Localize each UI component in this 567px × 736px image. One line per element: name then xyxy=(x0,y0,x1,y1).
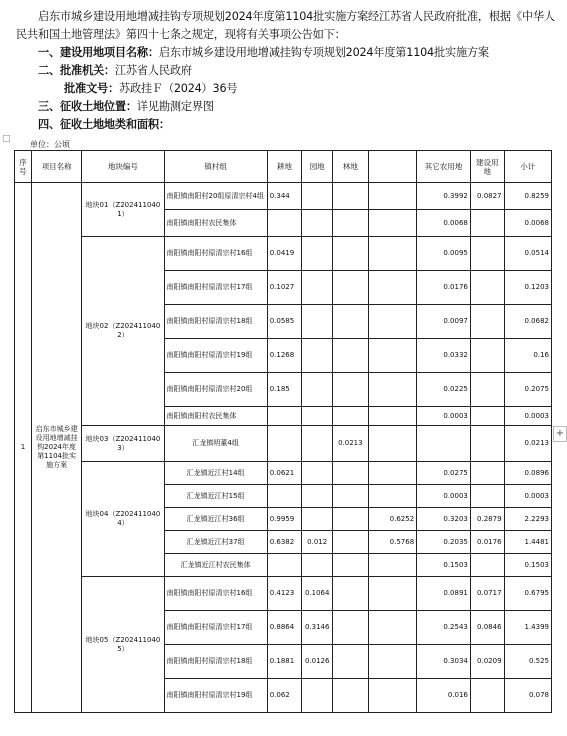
cell-subtotal: 0.0003 xyxy=(504,485,551,508)
cell-cultivated: 0.1268 xyxy=(267,339,302,373)
cell-subtotal: 0.6795 xyxy=(504,577,551,611)
cell-construction: 0.0846 xyxy=(470,611,504,645)
cell-blank xyxy=(368,237,416,271)
cell-village: 南阳镇南阳村原清宗村16组 xyxy=(164,577,267,611)
item-project-name xyxy=(16,44,561,62)
cell-cultivated: 0.0419 xyxy=(267,237,302,271)
cell-subtotal: 0.8259 xyxy=(504,183,551,210)
cell-parcel: 地块03（Z2024110403） xyxy=(82,426,164,462)
cell-forest xyxy=(332,611,368,645)
cell-garden xyxy=(302,210,333,237)
header-subtotal: 小计 xyxy=(504,151,551,183)
cell-forest xyxy=(332,210,368,237)
cell-other-agri: 0.1503 xyxy=(417,554,471,577)
cell-forest xyxy=(332,485,368,508)
cell-construction xyxy=(470,554,504,577)
cell-blank xyxy=(368,339,416,373)
cell-parcel: 地块05（Z2024110405） xyxy=(82,577,164,713)
cell-garden xyxy=(302,271,333,305)
item-approval-number xyxy=(16,80,561,98)
cell-cultivated xyxy=(267,485,302,508)
cell-subtotal: 2.2293 xyxy=(504,508,551,531)
cell-garden xyxy=(302,554,333,577)
item-label: 三、征收土地位置： xyxy=(38,100,137,113)
item-value: 江苏省人民政府 xyxy=(114,64,192,77)
cell-forest xyxy=(332,305,368,339)
cell-construction: 0.0176 xyxy=(470,531,504,554)
cell-village: 汇龙镇近江村36组 xyxy=(164,508,267,531)
cell-other-agri: 0.2543 xyxy=(417,611,471,645)
cell-cultivated: 0.062 xyxy=(267,679,302,713)
cell-other-agri: 0.0176 xyxy=(417,271,471,305)
cell-cultivated: 0.9959 xyxy=(267,508,302,531)
cell-village: 南阳镇南阳村原清宗村17组 xyxy=(164,271,267,305)
cell-other-agri: 0.0097 xyxy=(417,305,471,339)
cell-subtotal: 0.078 xyxy=(504,679,551,713)
cell-construction: 0.0209 xyxy=(470,645,504,679)
cell-cultivated: 0.1027 xyxy=(267,271,302,305)
cell-parcel: 地块04（Z2024110404） xyxy=(82,462,164,577)
cell-forest xyxy=(332,271,368,305)
cell-subtotal: 0.0896 xyxy=(504,462,551,485)
cell-subtotal: 0.0682 xyxy=(504,305,551,339)
cell-construction xyxy=(470,426,504,462)
cell-cultivated: 0.4123 xyxy=(267,577,302,611)
cell-forest xyxy=(332,554,368,577)
cell-construction xyxy=(470,407,504,426)
cell-blank: 0.5768 xyxy=(368,531,416,554)
cell-village: 南阳镇南阳村原清宗村16组 xyxy=(164,237,267,271)
cell-construction xyxy=(470,271,504,305)
cell-village: 汇龙镇近江村14组 xyxy=(164,462,267,485)
cell-forest xyxy=(332,645,368,679)
item-label: 批准文号： xyxy=(64,82,119,95)
cell-garden xyxy=(302,462,333,485)
cell-other-agri: 0.016 xyxy=(417,679,471,713)
cell-garden xyxy=(302,407,333,426)
cell-village: 南阳镇南阳村原清宗村18组 xyxy=(164,645,267,679)
cell-other-agri xyxy=(417,426,471,462)
cell-village: 南阳镇南阳村农民集体 xyxy=(164,407,267,426)
cell-garden: 0.012 xyxy=(302,531,333,554)
item-label: 一、建设用地项目名称： xyxy=(38,46,159,59)
header-village: 镇村组 xyxy=(164,151,267,183)
cell-subtotal: 0.1203 xyxy=(504,271,551,305)
cell-cultivated xyxy=(267,426,302,462)
cell-other-agri: 0.0068 xyxy=(417,210,471,237)
cell-construction xyxy=(470,305,504,339)
cell-village: 南阳镇南阳村原清宗村17组 xyxy=(164,611,267,645)
cell-village: 汇龙镇近江村15组 xyxy=(164,485,267,508)
cell-other-agri: 0.3992 xyxy=(417,183,471,210)
announcement-intro xyxy=(16,8,561,134)
cell-blank xyxy=(368,373,416,407)
cell-cultivated: 0.8864 xyxy=(267,611,302,645)
cell-forest xyxy=(332,183,368,210)
cell-garden: 0.0126 xyxy=(302,645,333,679)
cell-subtotal: 1.4399 xyxy=(504,611,551,645)
cell-construction xyxy=(470,373,504,407)
cell-project: 启东市城乡建设用地增减挂钩2024年度第1104批实施方案 xyxy=(31,183,82,713)
item-land-location xyxy=(16,98,561,116)
intro-paragraph: 启东市城乡建设用地增减挂钩专项规划2024年度第1104批实施方案经江苏省人民政府批准，根据《中华人民共和国土地管理法》第四十七条之规定，现将有关事项公告如下： xyxy=(16,10,555,41)
cell-blank xyxy=(368,305,416,339)
cell-forest xyxy=(332,679,368,713)
cell-parcel: 地块01（Z2024110401） xyxy=(82,183,164,237)
cell-cultivated: 0.1881 xyxy=(267,645,302,679)
cell-construction: 0.0717 xyxy=(470,577,504,611)
item-value: 详见勘测定界图 xyxy=(136,100,214,113)
cell-cultivated: 0.185 xyxy=(267,373,302,407)
cell-blank xyxy=(368,407,416,426)
cell-construction xyxy=(470,237,504,271)
margin-marker-icon: □ xyxy=(2,134,11,144)
header-cultivated: 耕地 xyxy=(267,151,302,183)
cell-cultivated xyxy=(267,407,302,426)
header-blank xyxy=(368,151,416,183)
cell-subtotal: 0.525 xyxy=(504,645,551,679)
cell-garden xyxy=(302,485,333,508)
cell-garden xyxy=(302,679,333,713)
cell-subtotal: 1.4481 xyxy=(504,531,551,554)
cell-village: 汇龙镇明董4组 xyxy=(164,426,267,462)
item-label: 二、批准机关： xyxy=(38,64,115,77)
cell-forest xyxy=(332,577,368,611)
cell-construction xyxy=(470,339,504,373)
table-row xyxy=(15,183,552,210)
item-value: 启东市城乡建设用地增减挂钩专项规划2024年度第1104批实施方案 xyxy=(158,46,489,59)
cell-forest xyxy=(332,373,368,407)
cell-other-agri: 0.3034 xyxy=(417,645,471,679)
cell-blank xyxy=(368,611,416,645)
cell-cultivated: 0.0621 xyxy=(267,462,302,485)
cell-parcel: 地块02（Z2024110402） xyxy=(82,237,164,426)
cell-village: 南阳镇南阳村原清宗村20组 xyxy=(164,373,267,407)
cell-other-agri: 0.0095 xyxy=(417,237,471,271)
cell-blank xyxy=(368,183,416,210)
table-row xyxy=(15,462,552,485)
cell-other-agri: 0.0891 xyxy=(417,577,471,611)
cell-subtotal: 0.0213 xyxy=(504,426,551,462)
header-seq: 序号 xyxy=(15,151,32,183)
cell-cultivated xyxy=(267,554,302,577)
cell-forest: 0.0213 xyxy=(332,426,368,462)
cell-other-agri: 0.0003 xyxy=(417,485,471,508)
cell-garden: 0.3146 xyxy=(302,611,333,645)
header-parcel: 地块编号 xyxy=(82,151,164,183)
item-approval-authority xyxy=(16,62,561,80)
cell-subtotal: 0.0003 xyxy=(504,407,551,426)
cell-construction xyxy=(470,679,504,713)
cell-village: 南阳镇南阳村原清宗村19组 xyxy=(164,679,267,713)
table-row xyxy=(15,237,552,271)
table-header-row xyxy=(15,151,552,183)
cell-blank xyxy=(368,485,416,508)
item-land-type-area xyxy=(16,116,561,134)
cell-other-agri: 0.0003 xyxy=(417,407,471,426)
add-icon[interactable]: + xyxy=(553,426,567,442)
cell-other-agri: 0.0275 xyxy=(417,462,471,485)
item-value: 苏政挂Ｆ（2024）36号 xyxy=(118,82,238,95)
cell-village: 南阳镇南阳村原清宗村18组 xyxy=(164,305,267,339)
cell-construction: 0.0827 xyxy=(470,183,504,210)
cell-garden xyxy=(302,426,333,462)
cell-blank: 0.6252 xyxy=(368,508,416,531)
cell-construction xyxy=(470,485,504,508)
header-garden: 园地 xyxy=(302,151,333,183)
cell-blank xyxy=(368,210,416,237)
cell-construction: 0.2879 xyxy=(470,508,504,531)
cell-cultivated: 0.6382 xyxy=(267,531,302,554)
cell-blank xyxy=(368,679,416,713)
cell-other-agri: 0.0332 xyxy=(417,339,471,373)
cell-blank xyxy=(368,462,416,485)
cell-cultivated xyxy=(267,210,302,237)
header-forest: 林地 xyxy=(332,151,368,183)
cell-village: 南阳镇南阳村农民集体 xyxy=(164,210,267,237)
cell-blank xyxy=(368,645,416,679)
cell-blank xyxy=(368,554,416,577)
cell-garden xyxy=(302,373,333,407)
cell-forest xyxy=(332,339,368,373)
cell-subtotal: 0.0068 xyxy=(504,210,551,237)
cell-garden xyxy=(302,237,333,271)
land-area-table xyxy=(14,150,552,713)
cell-village: 南阳镇南阳村原清宗村19组 xyxy=(164,339,267,373)
cell-village: 南阳镇南阳村20组原清宗村4组 xyxy=(164,183,267,210)
cell-village: 汇龙镇近江村农民集体 xyxy=(164,554,267,577)
header-construction: 建设用地 xyxy=(470,151,504,183)
cell-construction xyxy=(470,210,504,237)
cell-construction xyxy=(470,462,504,485)
cell-other-agri: 0.3203 xyxy=(417,508,471,531)
header-other-agri: 其它农用地 xyxy=(417,151,471,183)
table-row xyxy=(15,426,552,462)
cell-cultivated: 0.0585 xyxy=(267,305,302,339)
cell-garden xyxy=(302,183,333,210)
cell-garden: 0.1064 xyxy=(302,577,333,611)
item-label: 四、征收土地地类和面积： xyxy=(38,118,170,131)
cell-subtotal: 0.16 xyxy=(504,339,551,373)
cell-other-agri: 0.2035 xyxy=(417,531,471,554)
cell-other-agri: 0.0225 xyxy=(417,373,471,407)
cell-subtotal: 0.0514 xyxy=(504,237,551,271)
cell-subtotal: 0.1503 xyxy=(504,554,551,577)
cell-garden xyxy=(302,305,333,339)
cell-forest xyxy=(332,508,368,531)
cell-forest xyxy=(332,531,368,554)
cell-forest xyxy=(332,462,368,485)
header-project: 项目名称 xyxy=(31,151,82,183)
table-row xyxy=(15,577,552,611)
cell-blank xyxy=(368,426,416,462)
unit-label: 单位：公顷 xyxy=(30,140,70,149)
cell-forest xyxy=(332,237,368,271)
cell-forest xyxy=(332,407,368,426)
cell-garden xyxy=(302,339,333,373)
cell-blank xyxy=(368,271,416,305)
cell-village: 汇龙镇近江村37组 xyxy=(164,531,267,554)
cell-cultivated: 0.344 xyxy=(267,183,302,210)
cell-subtotal: 0.2075 xyxy=(504,373,551,407)
cell-blank xyxy=(368,577,416,611)
cell-garden xyxy=(302,508,333,531)
cell-seq: 1 xyxy=(15,183,32,713)
